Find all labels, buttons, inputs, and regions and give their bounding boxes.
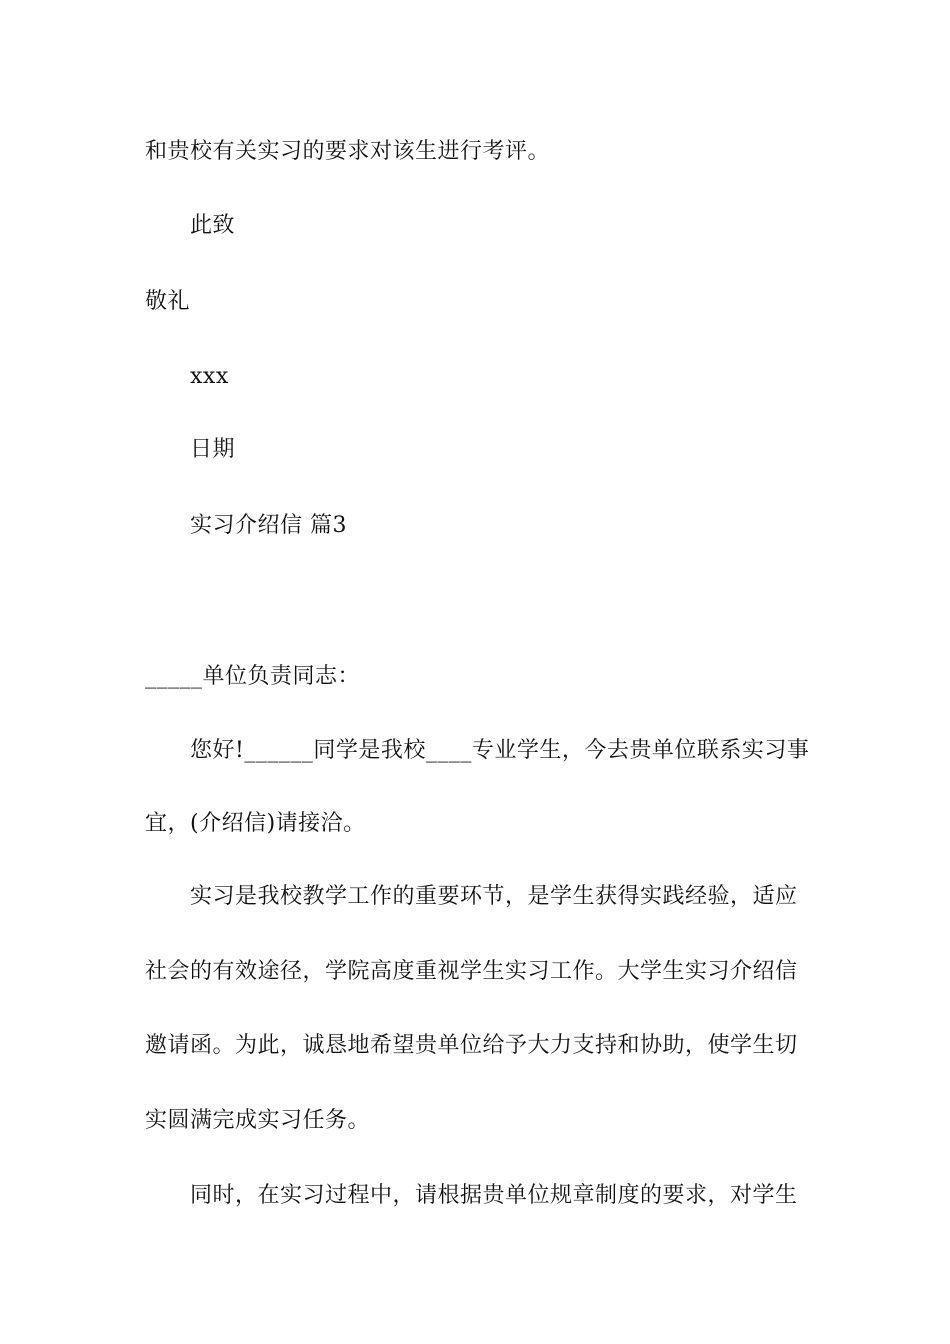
paragraph-line: 邀请函。为此，诚恳地希望贵单位给予大力支持和协助，使学生切 [145, 1033, 798, 1058]
paragraph-line: 实习是我校教学工作的重要环节，是学生获得实践经验，适应 [190, 884, 798, 909]
paragraph-line: 和贵校有关实习的要求对该生进行考评。 [145, 139, 551, 164]
closing-salutation: 此致 [190, 213, 236, 238]
paragraph-line: 您好!______同学是我校____专业学生，今去贵单位联系实习事 [190, 738, 810, 763]
letter-recipient: _____单位负责同志： [145, 664, 361, 689]
signature-name: xxx [190, 364, 229, 389]
paragraph-line: 同时，在实习过程中，请根据贵单位规章制度的要求，对学生 [190, 1183, 798, 1208]
section-title: 实习介绍信 篇3 [190, 513, 347, 538]
paragraph-line: 社会的有效途径，学院高度重视学生实习工作。大学生实习介绍信 [145, 959, 798, 984]
paragraph-line: 宜，(介绍信)请接洽。 [145, 811, 366, 836]
closing-regards: 敬礼 [145, 289, 191, 314]
signature-date: 日期 [190, 437, 236, 462]
paragraph-line: 实圆满完成实习任务。 [145, 1108, 371, 1133]
